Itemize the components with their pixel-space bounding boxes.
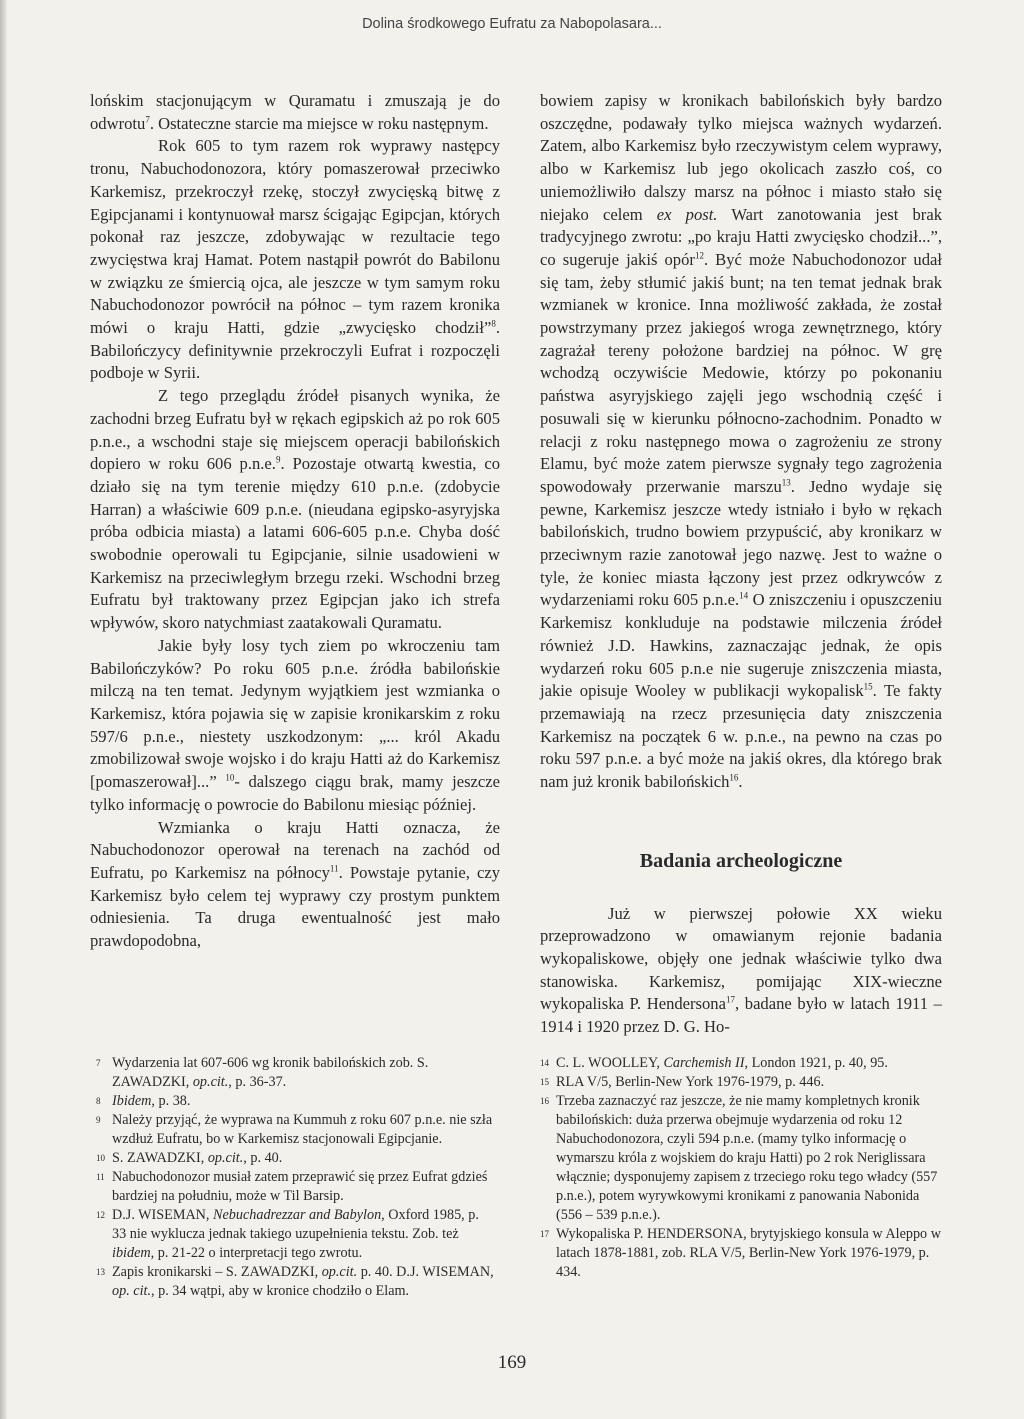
footnote: 7 Wydarzenia lat 607-606 wg kronik babilońskich zob. S. ZAWADZKI, op.cit., p. 36-37. (96, 1055, 429, 1090)
footnote-ref[interactable]: 10 (225, 772, 235, 783)
paragraph: Jakie były losy tych ziem po wkroczeniu tam Babilończyków? Po roku 605 p.n.e. źródła babilońskie milczą na ten temat. Jedynym wyjątkiem jest wzmianka o Karkemisz, która pojawia się w zapisie kronikarskim z roku 597/6 p.n.e., niestety uszkodzonym: „... król Akadu zmobilizował swoje wojsko i do kraju Hatti aż do Karkemisz [pomaszerował]...” $^{10}$- dalszego ciągu brak, mamy jeszcze tylko informację o powrocie do Babilonu miesiąc później. (90, 635, 500, 814)
footnote-number: 13 (96, 1267, 105, 1277)
footnotes-left (96, 1054, 496, 1301)
footnote: 17 Wykopaliska P. HENDERSONA, brytyjskiego konsula w Aleppo w latach 1878-1881, zob. RLA V/5, Berlin-New York 1976-1979, p. 434. (540, 1226, 941, 1280)
footnote: 10 S. ZAWADZKI, op.cit., p. 40. (96, 1150, 283, 1166)
left-column (90, 90, 500, 953)
footnote-number: 15 (540, 1077, 549, 1087)
footnote: 11 Nabuchodonozor musiał zatem przeprawić się przez Eufrat gdzieś bardziej na południu, może w Til Barsip. (96, 1169, 488, 1204)
page-number: 169 (497, 1352, 527, 1373)
paragraph: bowiem zapisy w kronikach babilońskich były bardzo oszczędne, podawały tylko miejsca ważnych wydarzeń. Zatem, albo Karkemisz było rzeczywistym celem wyprawy, albo w Karkemisz lub jego okolicach zaszło coś, co uniemożliwiło dalszy marsz na północ i miasto stało się niejako celem ex post. Wart zanotowania jest brak tradycyjnego zwrotu: „po kraju Hatti zwycięsko chodził...”, co sugeruje jakiś opór$^{12}$. Być może Nabuchodonozor udał się tam, żeby stłumić jakiś bunt; na ten temat jednak brak wzmianek w kronice. Inna możliwość zakłada, że został powstrzymany przez jakiegoś wroga zewnętrznego, który zagrażał tereny położone bardziej na północ. W grę wchodzą oczywiście Medowie, którzy po pokonaniu państwa asyryjskiego zajęli jego wschodnią część i posuwali się w kierunku północno-zachodnim. Ponadto w relacji z roku następnego mowa o zagrożeniu ze strony Elamu, być może zatem pierwsze sygnały tego zagrożenia spowodowały przerwanie marszu$^{13}$. Jedno wydaje się pewne, Karkemisz jeszcze wtedy istniało i było w rękach babilońskich, trudno bowiem przypuścić, aby kronikarz w przeciwnym razie zanotował jego nazwę. Jest to ważne o tyle, że koniec miasta łączony jest przez odkrywców z wydarzeniami roku 605 p.n.e.$^{14}$ O zniszczeniu i opuszczeniu Karkemisz konkluduje na podstawie milczenia źródeł również J.D. Hawkins, zaznaczając jednak, że opis wydarzeń roku 605 p.n.e nie sugeruje zniszczenia miasta, jakie opisuje Wooley w publikacji wykopalisk$^{15}$. Te fakty przemawiają na rzecz przesunięcia daty zniszczenia Karkemisz na początek 6 w. p.n.e., na pewno na czas po roku 597 p.n.e. a być może na jakiś okres, dla którego brak nam już kronik babilońskich$^{16}$. (540, 91, 942, 792)
footnote: 16 Trzeba zaznaczyć raz jeszcze, że nie mamy kompletnych kronik babilońskich: duża przerwa obejmuje wydarzenia od roku 12 Nabuchodonozora, czyli 594 p.n.e. (mamy tylko informację o wymarszu króla z wojskiem do kraju Hatti) po 2 rok Neriglissara włącznie; dysponujemy zapisem z trzeciego roku tego władcy (557 p.n.e.), potem wyrywkowymi kronikami z panowania Nabonida (556 – 539 p.n.e.). (540, 1093, 938, 1223)
footnote-number: 12 (96, 1210, 105, 1220)
footnote-number: 7 (96, 1058, 101, 1068)
footnote: 14 C. L. WOOLLEY, Carchemish II, London 1921, p. 40, 95. (540, 1055, 888, 1071)
footnote: 9 Należy przyjąć, że wyprawa na Kummuh z roku 607 p.n.e. nie szła wzdłuż Eufratu, bo w Karkemisz stacjonowali Egipcjanie. (96, 1112, 493, 1147)
paragraph: Już w pierwszej połowie XX wieku przeprowadzono w omawianym rejonie badania wykopaliskowe, objęły one jednak właściwie tylko dwa stanowiska. Karkemisz, pomijając XIX-wieczne wykopaliska P. Hendersona$^{17}$, badane było w latach 1911 – 1914 i 1920 przez D. G. Ho- (540, 903, 942, 1037)
footnote: 15 RLA V/5, Berlin-New York 1976-1979, p. 446. (540, 1074, 825, 1090)
footnote: 13 Zapis kronikarski – S. ZAWADZKI, op.cit. p. 40. D.J. WISEMAN, op. cit., p. 34 wątpi, aby w kronice chodziło o Elam. (96, 1264, 494, 1299)
footnote-number: 9 (96, 1115, 101, 1125)
footnote: 12 D.J. WISEMAN, Nebuchadrezzar and Babylon, Oxford 1985, p. 33 nie wyklucza jednak takiego uzupełnienia tekstu. Zob. też ibidem, p. 21-22 o interpretacji tego zwrotu. (96, 1207, 479, 1261)
footnote-ref[interactable]: 17 (725, 994, 735, 1005)
paragraph: lońskim stacjonującym w Quramatu i zmuszają je do odwrotu$^7$. Ostateczne starcie ma miejsce w roku następnym. (90, 91, 500, 133)
footnote-ref[interactable]: 9 (275, 454, 281, 465)
footnote-ref[interactable]: 15 (863, 681, 873, 692)
section-heading: Badania archeologiczne (639, 849, 843, 872)
footnote-ref[interactable]: 16 (729, 772, 739, 783)
footnote-ref[interactable]: 13 (781, 477, 791, 488)
footnote-ref[interactable]: 14 (739, 590, 749, 601)
footnote-number: 11 (96, 1172, 105, 1182)
footnote-number: 8 (96, 1096, 101, 1106)
footnote-number: 10 (96, 1153, 105, 1163)
footnotes-right (540, 1054, 942, 1282)
running-head: Dolina środkowego Eufratu za Nabopolasara... (362, 16, 662, 32)
footnote-number: 14 (540, 1058, 549, 1068)
paragraph: Rok 605 to tym razem rok wyprawy następcy tronu, Nabuchodonozora, który pomaszerował przeciwko Karkemisz, przekroczył rzekę, stoczył zwycięską bitwę z Egipcjanami i kontynuował marsz ścigając Egipcjan, których pokonał raz jeszcze, zdobywając w rezultacie tego zwycięstwa kraj Hamat. Potem nastąpił powrót do Babilonu w związku ze śmiercią ojca, ale jeszcze w tym samym roku Nabuchodonozor powrócił na północ – tym razem kronika mówi o kraju Hatti, gdzie „zwycięsko chodził”$^8$. Babilończycy definitywnie przekroczyli Eufrat i rozpoczęli podboje w Syrii. (90, 136, 500, 383)
footnote-number: 17 (540, 1229, 549, 1239)
footnote-ref[interactable]: 7 (145, 114, 150, 125)
footnote-ref[interactable]: 8 (491, 318, 496, 329)
footnote: 8 Ibidem, p. 38. (96, 1093, 191, 1109)
page-edge-shadow (0, 0, 7, 1419)
paragraph: Z tego przeglądu źródeł pisanych wynika, że zachodni brzeg Eufratu był w rękach egipskich aż po rok 605 p.n.e., a wschodni staje się miejscem operacji babilońskich dopiero w roku 606 p.n.e.$^9$. Pozostaje otwartą kwestia, co działo się na tym terenie między 610 p.n.e. (zdobycie Harran) a właściwie 609 p.n.e. (nieudana egipsko-asyryjska próba odbicia miasta) a latami 606-605 p.n.e. Chyba dość swobodnie operowali tu Egipcjanie, silnie usadowieni w Karkemisz na przeciwległym brzegu rzeki. Wschodni brzeg Eufratu był traktowany przez Egipcjan jako ich strefa wpływów, skoro natychmiast zaatakowali Quramatu. (90, 386, 500, 633)
footnote-ref[interactable]: 11 (329, 863, 339, 874)
right-column (540, 90, 942, 1039)
footnote-ref[interactable]: 12 (694, 250, 704, 261)
paragraph: Wzmianka o kraju Hatti oznacza, że Nabuchodonozor operował na terenach na zachód od Eufratu, po Karkemisz na północy$^{11}$. Powstaje pytanie, czy Karkemisz było celem tej wyprawy czy prostym punktem odniesienia. Ta druga ewentualność jest mało prawdopodobna, (90, 817, 500, 951)
footnote-number: 16 (540, 1096, 549, 1106)
